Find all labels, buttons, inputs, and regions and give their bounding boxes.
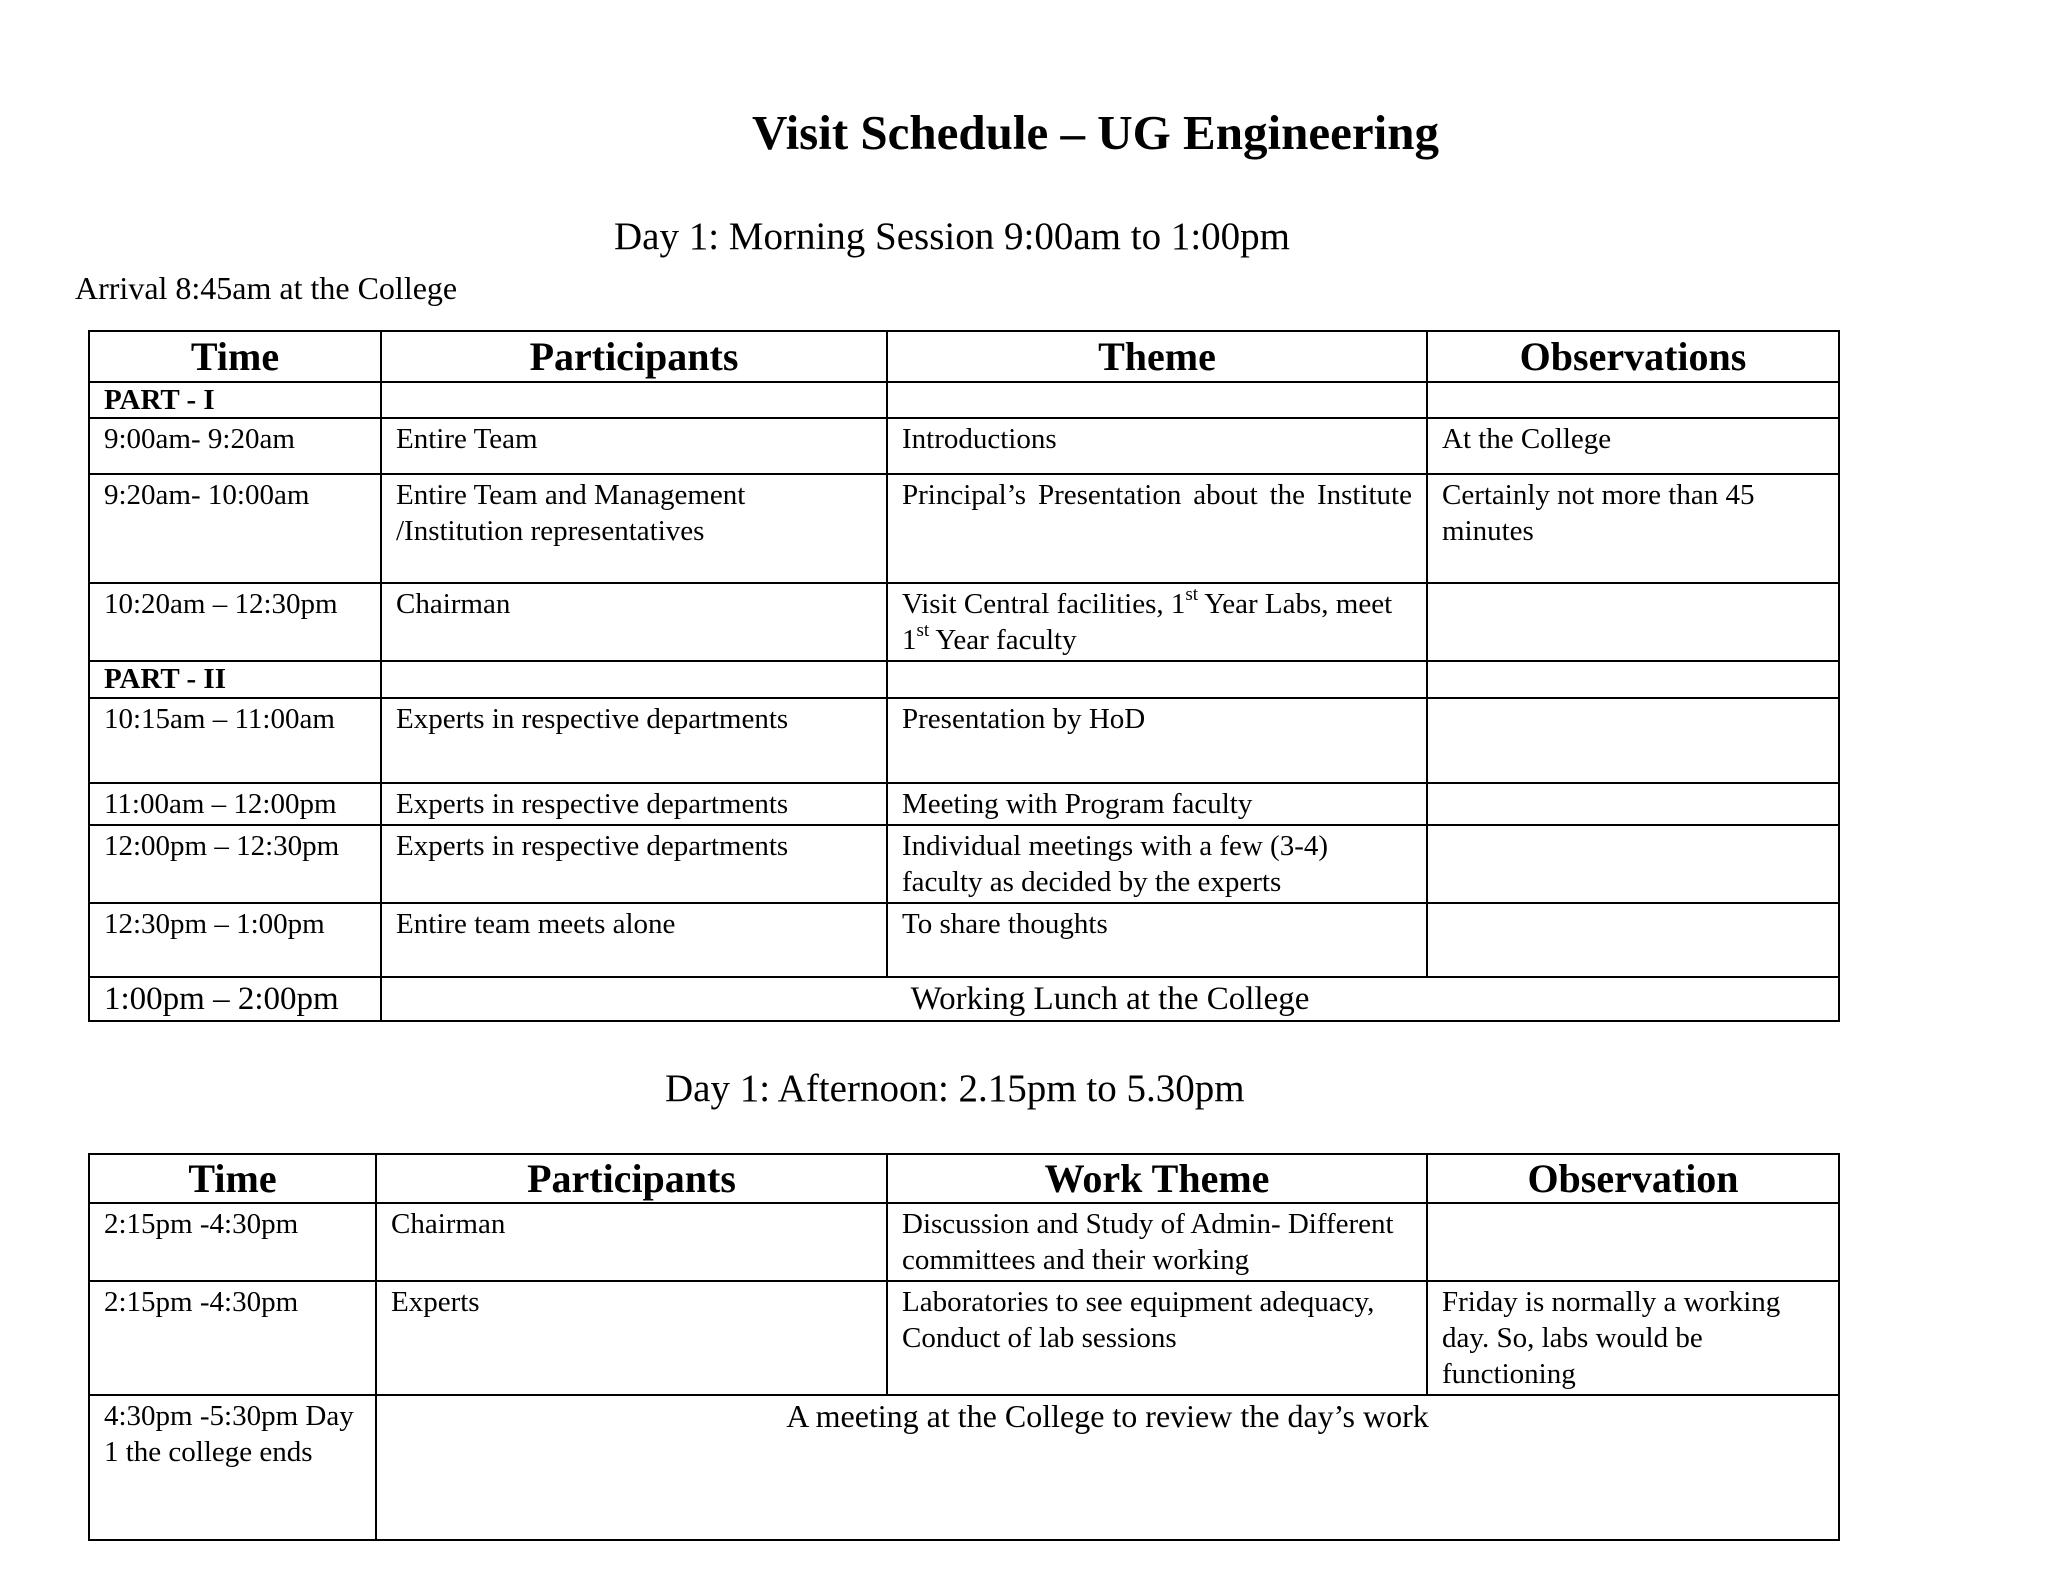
observations-cell: Certainly not more than 45 minutes bbox=[1427, 474, 1839, 583]
observations-cell bbox=[1427, 783, 1839, 825]
table-row bbox=[89, 903, 1839, 977]
header-time: Time bbox=[89, 1154, 376, 1203]
time-cell: 12:30pm – 1:00pm bbox=[89, 903, 381, 977]
page-title: Visit Schedule – UG Engineering bbox=[752, 105, 1439, 160]
time-cell: 9:20am- 10:00am bbox=[89, 474, 381, 583]
table-row bbox=[89, 1203, 1839, 1281]
part-label: PART - I bbox=[89, 382, 381, 418]
lunch-row bbox=[89, 977, 1839, 1021]
time-cell: 2:15pm -4:30pm bbox=[89, 1203, 376, 1281]
table-header-row bbox=[89, 1154, 1839, 1203]
superscript: st bbox=[916, 620, 930, 642]
time-cell: 10:15am – 11:00am bbox=[89, 698, 381, 783]
afternoon-schedule-table bbox=[88, 1153, 1840, 1541]
header-observations: Observations bbox=[1427, 331, 1839, 382]
part-row bbox=[89, 661, 1839, 698]
theme-cell: Introductions bbox=[887, 418, 1427, 474]
afternoon-session-heading: Day 1: Afternoon: 2.15pm to 5.30pm bbox=[665, 1067, 1245, 1110]
header-time: Time bbox=[89, 331, 381, 382]
theme-cell bbox=[887, 583, 1427, 661]
table-header-row bbox=[89, 331, 1839, 382]
header-participants: Participants bbox=[376, 1154, 887, 1203]
theme-text-part: Year faculty bbox=[929, 624, 1077, 656]
lunch-text-cell: Working Lunch at the College bbox=[381, 977, 1839, 1021]
participants-cell: Experts bbox=[376, 1281, 887, 1395]
final-meeting-cell: A meeting at the College to review the day’s work bbox=[376, 1395, 1839, 1540]
table-row bbox=[89, 418, 1839, 474]
participants-cell: Chairman bbox=[376, 1203, 887, 1281]
observations-cell bbox=[1427, 583, 1839, 661]
header-participants: Participants bbox=[381, 331, 887, 382]
table-row bbox=[89, 783, 1839, 825]
theme-cell: Principal’s Presentation about the Institute bbox=[887, 474, 1427, 583]
theme-cell: Presentation by HoD bbox=[887, 698, 1427, 783]
observations-cell: At the College bbox=[1427, 418, 1839, 474]
final-row bbox=[89, 1395, 1839, 1540]
theme-text-part: Year Labs, meet 1 bbox=[902, 588, 1393, 656]
theme-cell: Laboratories to see equipment adequacy, Conduct of lab sessions bbox=[887, 1281, 1427, 1395]
part-row bbox=[89, 382, 1839, 418]
time-cell: 4:30pm -5:30pm Day 1 the college ends bbox=[89, 1395, 376, 1540]
header-observation: Observation bbox=[1427, 1154, 1839, 1203]
table-row bbox=[89, 583, 1839, 661]
observations-cell: Friday is normally a working day. So, labs would be functioning bbox=[1427, 1281, 1839, 1395]
superscript: st bbox=[1185, 584, 1199, 606]
participants-cell: Entire team meets alone bbox=[381, 903, 887, 977]
lunch-time-cell: 1:00pm – 2:00pm bbox=[89, 977, 381, 1021]
participants-cell: Chairman bbox=[381, 583, 887, 661]
theme-cell: Individual meetings with a few (3-4) faculty as decided by the experts bbox=[887, 825, 1427, 903]
theme-text-part: Visit Central facilities, 1 bbox=[902, 588, 1186, 620]
time-cell: 2:15pm -4:30pm bbox=[89, 1281, 376, 1395]
participants-cell: Experts in respective departments bbox=[381, 825, 887, 903]
theme-cell: Discussion and Study of Admin- Different committees and their working bbox=[887, 1203, 1427, 1281]
theme-cell: To share thoughts bbox=[887, 903, 1427, 977]
observations-cell bbox=[1427, 825, 1839, 903]
time-cell: 10:20am – 12:30pm bbox=[89, 583, 381, 661]
observations-cell bbox=[1427, 1203, 1839, 1281]
theme-cell: Meeting with Program faculty bbox=[887, 783, 1427, 825]
participants-cell: Entire Team bbox=[381, 418, 887, 474]
part-label: PART - II bbox=[89, 661, 381, 698]
observations-cell bbox=[1427, 903, 1839, 977]
observations-cell bbox=[1427, 698, 1839, 783]
morning-session-heading: Day 1: Morning Session 9:00am to 1:00pm bbox=[614, 215, 1290, 258]
participants-cell: Entire Team and Management /Institution representatives bbox=[381, 474, 887, 583]
header-work-theme: Work Theme bbox=[887, 1154, 1427, 1203]
time-cell: 12:00pm – 12:30pm bbox=[89, 825, 381, 903]
table-row bbox=[89, 1281, 1839, 1395]
participants-cell: Experts in respective departments bbox=[381, 698, 887, 783]
morning-schedule-table bbox=[88, 330, 1840, 1022]
arrival-note: Arrival 8:45am at the College bbox=[75, 270, 458, 306]
participants-cell: Experts in respective departments bbox=[381, 783, 887, 825]
header-theme: Theme bbox=[887, 331, 1427, 382]
table-row bbox=[89, 825, 1839, 903]
time-cell: 11:00am – 12:00pm bbox=[89, 783, 381, 825]
table-row bbox=[89, 698, 1839, 783]
table-row bbox=[89, 474, 1839, 583]
time-cell: 9:00am- 9:20am bbox=[89, 418, 381, 474]
